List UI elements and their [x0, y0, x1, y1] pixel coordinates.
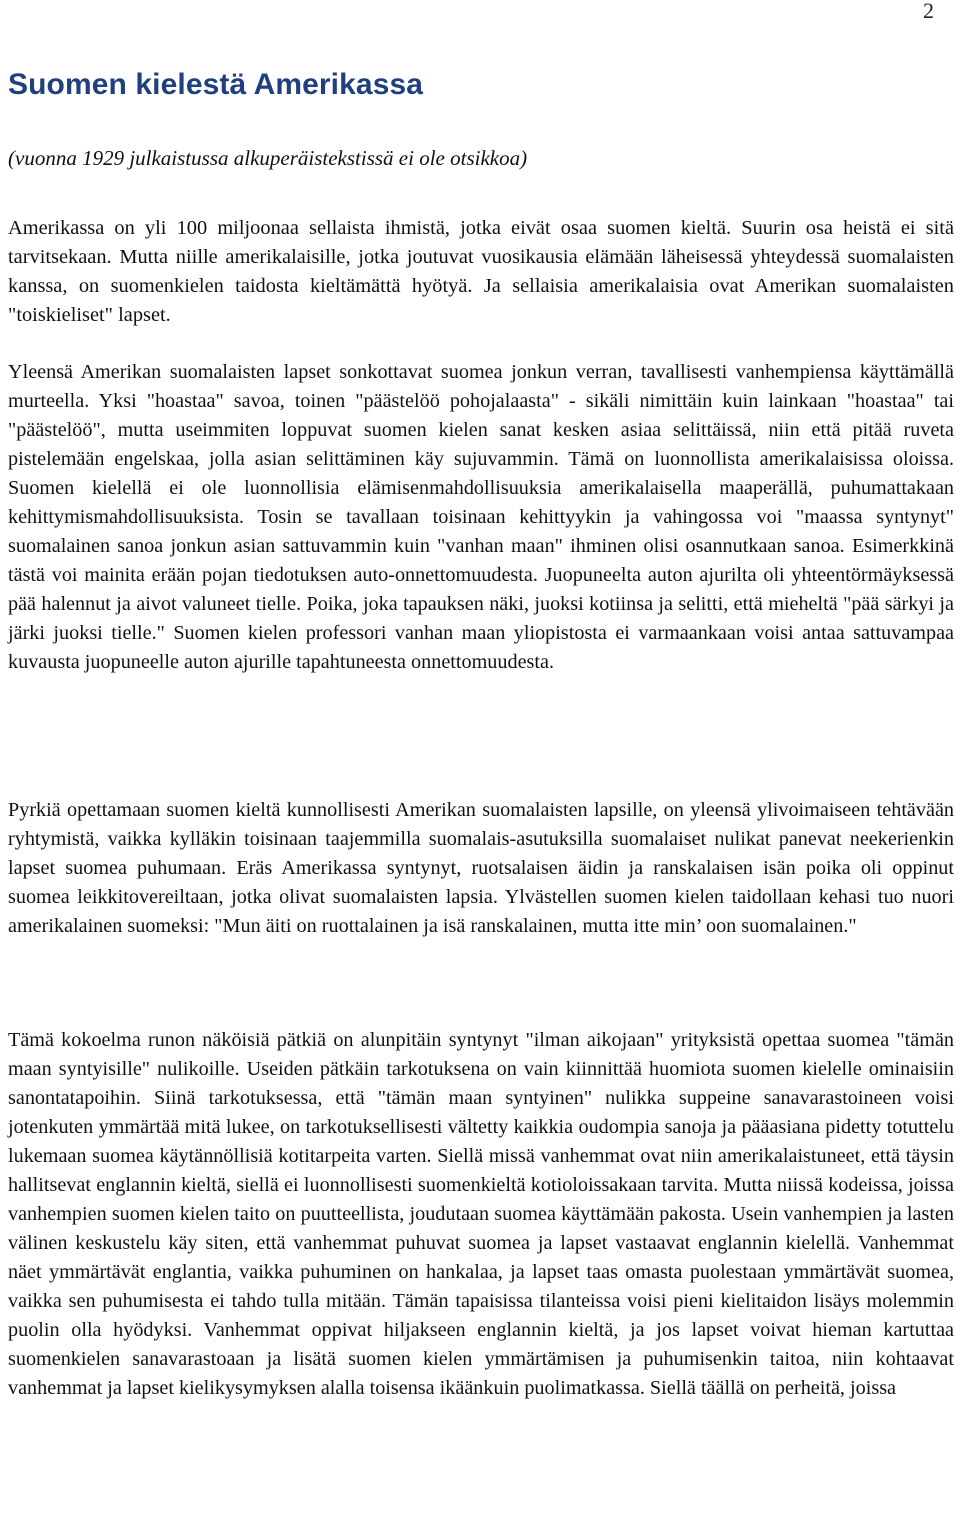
paragraph-3: Pyrkiä opettamaan suomen kieltä kunnollisesti Amerikan suomalaisten lapsille, on yleensä ylivoimaiseen tehtävään ryhtymistä, vaikka kylläkin toisinaan taajemmilla suomalais-asutuksilla suomalaiset nulikat panevat neekerienkin lapset suomea puhumaan. Eräs Amerikassa syntynyt, ruotsalaisen äidin ja ranskalaisen isän poika oli oppinut suomea leikkitovereiltaan, jotka olivat suomalaisten lapsia. Ylvästellen suomen kielen taidollaan kehasi tuo nuori amerikalainen suomeksi: "Mun äiti on ruottalainen ja isä ranskalainen, mutta itte min’ oon suomalainen." — [8, 799, 954, 937]
page-title: Suomen kielestä Amerikassa — [8, 68, 424, 101]
paragraph-2: Yleensä Amerikan suomalaisten lapset sonkottavat suomea jonkun verran, tavallisesti vanhempiensa käyttämällä murteella. Yksi "hoastaa" savoa, toinen "päästelöö pohojalaasta" - sikäli nimittäin kuin lainkaan "hoastaa" tai "päästelöö", mutta useimmiten loppuvat suomen kielen sanat kesken asiaa selittäissä, niin että pitää ruveta pistelemään engelskaa, jolla asian selittäminen käy sujuvammin. Tämä on luonnollista amerikalaisissa oloissa. Suomen kielellä ei ole luonnollisia elämisenmahdollisuuksia amerikalaisella maaperällä, puhumattakaan kehittymismahdollisuuksista. Tosin se tavallaan toisinaan kehittyykin ja vahingossa voi "maassa syntynyt" suomalainen sanoa jonkun asian sattuvammin kuin "vanhan maan" ihminen olisi osannutkaan sanoa. Esimerkkinä tästä voi mainita erään pojan tiedotuksen auto-onnettomuudesta. Juopuneelta auton ajurilta oli yhteentörmäyksessä pää halennut ja aivot valuneet tielle. Poika, joka tapauksen näki, juoksi kotiinsa ja selitti, että mieheltä "pää särkyi ja järki juoksi tielle." Suomen kielen professori vanhan maan yliopistosta ei varmaankaan voisi antaa sattuvampaa kuvausta juopuneelle auton ajurille tapahtuneesta onnettomuudesta. — [8, 361, 954, 673]
paragraph-4: Tämä kokoelma runon näköisiä pätkiä on alunpitäin syntynyt "ilman aikojaan" yrityksistä opettaa suomea "tämän maan syntyisille" nulikoille. Useiden pätkäin tarkotuksena on vain kiinnittää huomiota suomen kielelle ominaisiin sanontatapoihin. Siinä tarkotuksessa, että "tämän maan syntyinen" nulikka suppeine sanavarastoineen voisi jotenkuten ymmärtää mitä lukee, on tarkotuksellisesti vältetty kaikkia oudompia sanoja ja pääasiana pidetty totuttelu lukemaan suomea käytännöllisiä kotitarpeita varten. Siellä missä vanhemmat ovat niin amerikalaistuneet, että täysin hallitsevat englannin kieltä, siellä ei luonnollisesti suomenkieltä kotioloissakaan tarvita. Mutta niissä kodeissa, joissa vanhempien suomen kielen taito on puutteellista, joudutaan suomea käyttämään pakosta. Usein vanhempien ja lasten välinen keskustelu käy siten, että vanhemmat puhuvat suomea ja lapset vastaavat englannin kielellä. Vanhemmat näet ymmärtävät englantia, vaikka puhuminen on hankalaa, ja lapset taas omasta puolestaan ymmärtävät suomea, vaikka sen puhumisesta ei tahdo tulla mitään. Tämän tapaisissa tilanteissa voisi pieni kielitaidon lisäys molemmin puolin olla hyödyksi. Vanhemmat oppivat hiljakseen englannin kieltä, ja jos lapset voivat hieman kartuttaa suomenkielen sanavarastoaan ja lisätä suomen kielen ymmärtämisen ja puhumisenkin taitoa, niin kohtaavat vanhemmat ja lapset kielikysymyksen alalla toisensa ikäänkuin puolimatkassa. Siellä täällä on perheitä, joissa — [8, 1029, 954, 1399]
subtitle: (vuonna 1929 julkaistussa alkuperäistekstissä ei ole otsikkoa) — [8, 146, 528, 170]
paragraph-1: Amerikassa on yli 100 miljoonaa sellaista ihmistä, jotka eivät osaa suomen kieltä. Suurin osa heistä ei sitä tarvitsekaan. Mutta niille amerikalaisille, jotka joutuvat vuosikausia elämään läheisessä yhteydessä suomalaisten kanssa, on suomenkielen taidosta kieltämättä hyötyä. Ja sellaisia amerikalaisia ovat Amerikan suomalaisten "toiskieliset" lapset. — [8, 217, 954, 326]
document-page — [8, 0, 954, 1528]
page-number: 2 — [923, 0, 934, 23]
